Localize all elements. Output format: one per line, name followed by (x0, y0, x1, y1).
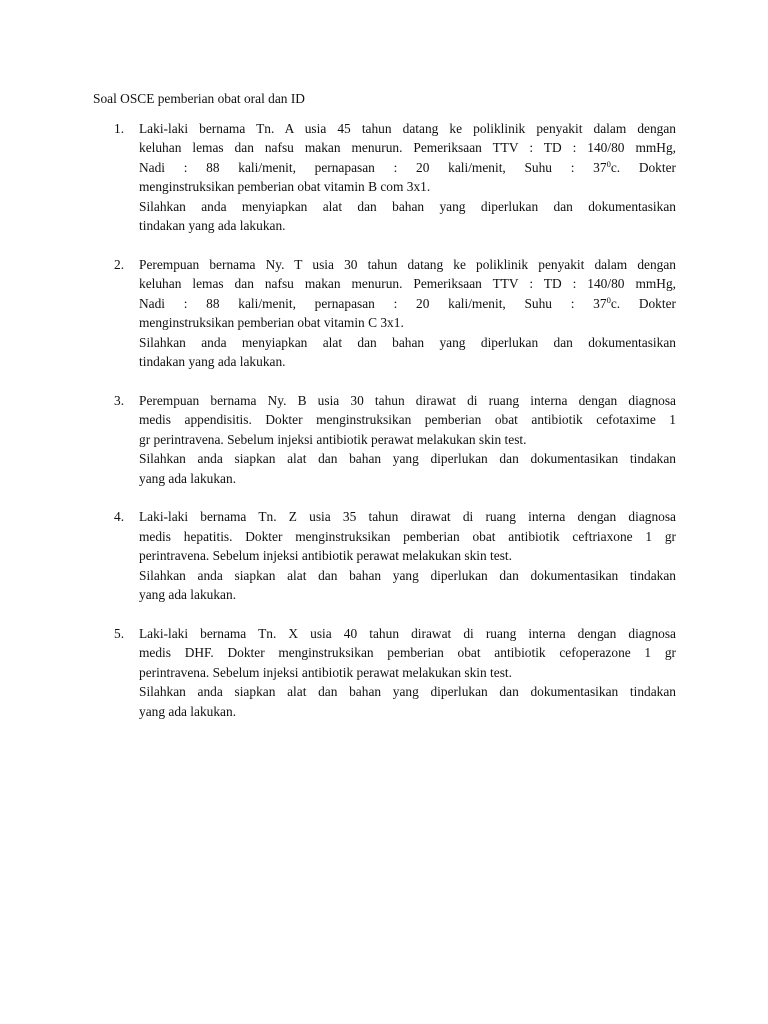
question-paragraph (139, 566, 676, 605)
degree-superscript: 0 (606, 158, 611, 169)
question-item (114, 119, 676, 235)
text-line: Laki-laki bernama Tn. X usia 40 tahun dirawat di ruang interna dengan diagnosa (139, 625, 676, 641)
text-line: Perempuan bernama Ny. B usia 30 tahun dirawat di ruang interna dengan diagnosa (139, 392, 676, 408)
text-line: medis hepatitis. Dokter menginstruksikan pemberian obat antibiotik ceftriaxone 1 gr (139, 528, 676, 544)
question-paragraph (139, 624, 676, 682)
text-line: Silahkan anda menyiapkan alat dan bahan yang diperlukan dan dokumentasikan (139, 334, 676, 350)
question-number: 5. (114, 625, 125, 641)
text-line: Silahkan anda menyiapkan alat dan bahan yang diperlukan dan dokumentasikan (139, 198, 676, 214)
question-number: 2. (114, 256, 125, 272)
text-line: Laki-laki bernama Tn. Z usia 35 tahun dirawat di ruang interna dengan diagnosa (139, 509, 676, 525)
text-line (139, 158, 676, 177)
question-number: 1. (114, 121, 125, 136)
text-line: Silahkan anda siapkan alat dan bahan yang diperlukan dan dokumentasikan tindakan (139, 567, 676, 583)
question-item (114, 391, 676, 488)
document-title: Soal OSCE pemberian obat oral dan ID (93, 91, 305, 106)
text-line: tindakan yang ada lakukan. (139, 218, 286, 234)
question-number: 4. (114, 509, 125, 525)
text-line: menginstruksikan pemberian obat vitamin C 3x1. (139, 315, 404, 331)
text-line: yang ada lakukan. (139, 703, 237, 719)
text-line: Silahkan anda siapkan alat dan bahan yang diperlukan dan dokumentasikan tindakan (139, 451, 676, 467)
text-line (139, 294, 676, 313)
question-item (114, 255, 676, 371)
question-item (114, 507, 676, 604)
text-line: keluhan lemas dan nafsu makan menurun. Pemeriksaan TTV : TD : 140/80 mmHg, (139, 276, 676, 292)
text-line: Perempuan bernama Ny. T usia 30 tahun datang ke poliklinik penyakit dalam dengan (139, 256, 676, 272)
text-line: gr perintravena. Sebelum injeksi antibiotik perawat melakukan skin test. (139, 431, 527, 447)
question-paragraph (139, 507, 676, 565)
text-line: tindakan yang ada lakukan. (139, 353, 286, 369)
text-line: Laki-laki bernama Tn. A usia 45 tahun datang ke poliklinik penyakit dalam dengan (139, 121, 676, 136)
question-paragraph (139, 682, 676, 721)
question-paragraph (139, 255, 676, 333)
question-paragraph (139, 449, 676, 488)
question-paragraph (139, 333, 676, 372)
question-list (114, 119, 676, 740)
text-line: menginstruksikan pemberian obat vitamin B com 3x1. (139, 179, 431, 195)
text-line: medis appendisitis. Dokter menginstruksikan pemberian obat antibiotik cefotaxime 1 (139, 412, 676, 428)
text-segment: c. Dokter (610, 295, 677, 311)
question-item (114, 624, 676, 721)
text-segment: c. Dokter (610, 159, 677, 175)
text-line: medis DHF. Dokter menginstruksikan pemberian obat antibiotik cefoperazone 1 gr (139, 645, 676, 661)
degree-superscript: 0 (606, 294, 611, 305)
question-number: 3. (114, 392, 125, 408)
question-paragraph (139, 119, 676, 197)
text-line: yang ada lakukan. (139, 470, 237, 486)
text-segment: Nadi : 88 kali/menit, pernapasan : 20 kali/menit, Suhu : 37 (139, 159, 607, 175)
text-segment: Nadi : 88 kali/menit, pernapasan : 20 kali/menit, Suhu : 37 (139, 295, 607, 311)
text-line: perintravena. Sebelum injeksi antibiotik perawat melakukan skin test. (139, 664, 512, 680)
question-paragraph (139, 391, 676, 449)
question-paragraph (139, 197, 676, 236)
text-line: keluhan lemas dan nafsu makan menurun. Pemeriksaan TTV : TD : 140/80 mmHg, (139, 140, 676, 156)
text-line: yang ada lakukan. (139, 587, 237, 603)
text-line: Silahkan anda siapkan alat dan bahan yang diperlukan dan dokumentasikan tindakan (139, 684, 676, 700)
text-line: perintravena. Sebelum injeksi antibiotik perawat melakukan skin test. (139, 548, 512, 564)
